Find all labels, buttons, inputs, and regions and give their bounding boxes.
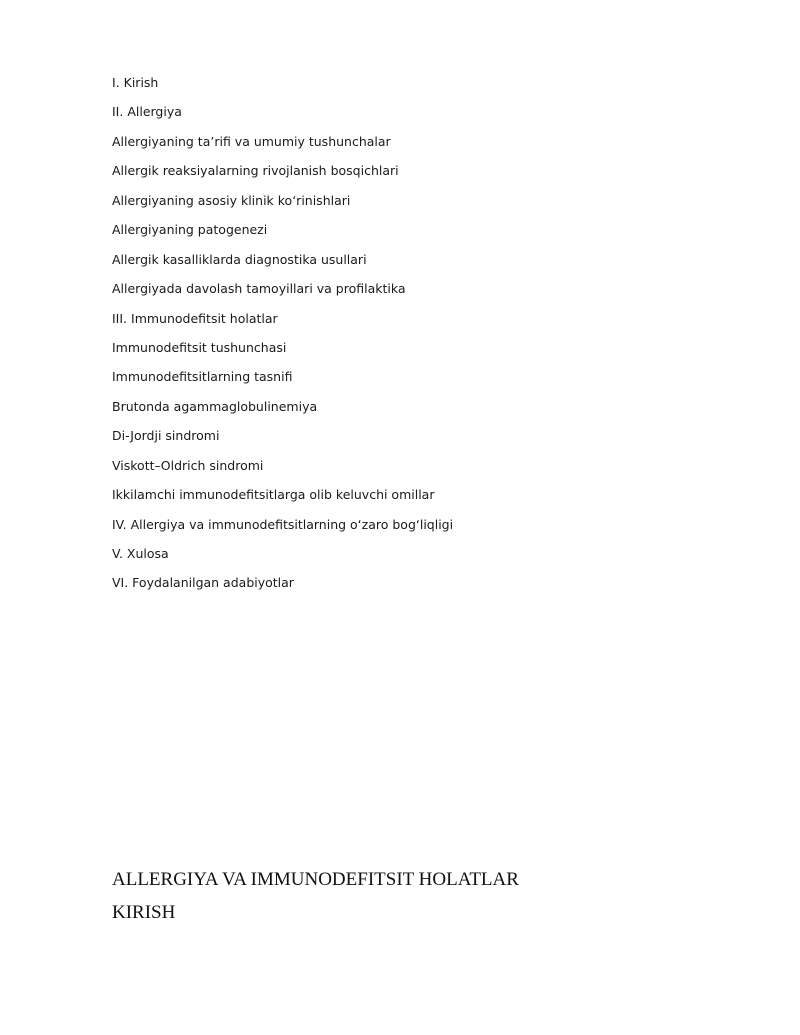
toc-item: Allergik kasalliklarda diagnostika usullari xyxy=(112,251,367,267)
toc-item: Ikkilamchi immunodefitsitlarga olib keluvchi omillar xyxy=(112,487,435,503)
toc-item: Allergiyaning patogenezi xyxy=(112,222,268,238)
toc-item: V. Xulosa xyxy=(112,546,169,561)
document-title: ALLERGIYA VA IMMUNODEFITSIT HOLATLAR xyxy=(112,869,519,890)
toc-item: VI. Foydalanilgan adabiyotlar xyxy=(112,575,294,591)
toc-item: IV. Allergiya va immunodefitsitlarning o‘zaro bog‘liqligi xyxy=(112,516,454,532)
toc-item: Immunodefitsitlarning tasnifi xyxy=(112,369,293,385)
toc-item: Allergiyada davolash tamoyillari va profilaktika xyxy=(112,281,406,297)
toc-item: I. Kirish xyxy=(112,75,159,90)
toc-item: III. Immunodefitsit holatlar xyxy=(112,310,278,326)
toc-item: Allergiyaning asosiy klinik ko‘rinishlari xyxy=(112,192,351,208)
toc-item: Allergiyaning ta’rifi va umumiy tushunchalar xyxy=(112,133,391,149)
toc-item: II. Allergiya xyxy=(112,104,182,120)
toc-item: Viskott–Oldrich sindromi xyxy=(112,457,264,473)
toc-item: Brutonda agammaglobulinemiya xyxy=(112,398,318,414)
toc-item: Di-Jordji sindromi xyxy=(112,428,220,444)
title-block xyxy=(112,866,519,927)
table-of-contents xyxy=(112,72,453,602)
toc-item: Allergik reaksiyalarning rivojlanish bosqichlari xyxy=(112,163,399,179)
section-heading: KIRISH xyxy=(112,902,176,923)
toc-item: Immunodefitsit tushunchasi xyxy=(112,339,287,355)
